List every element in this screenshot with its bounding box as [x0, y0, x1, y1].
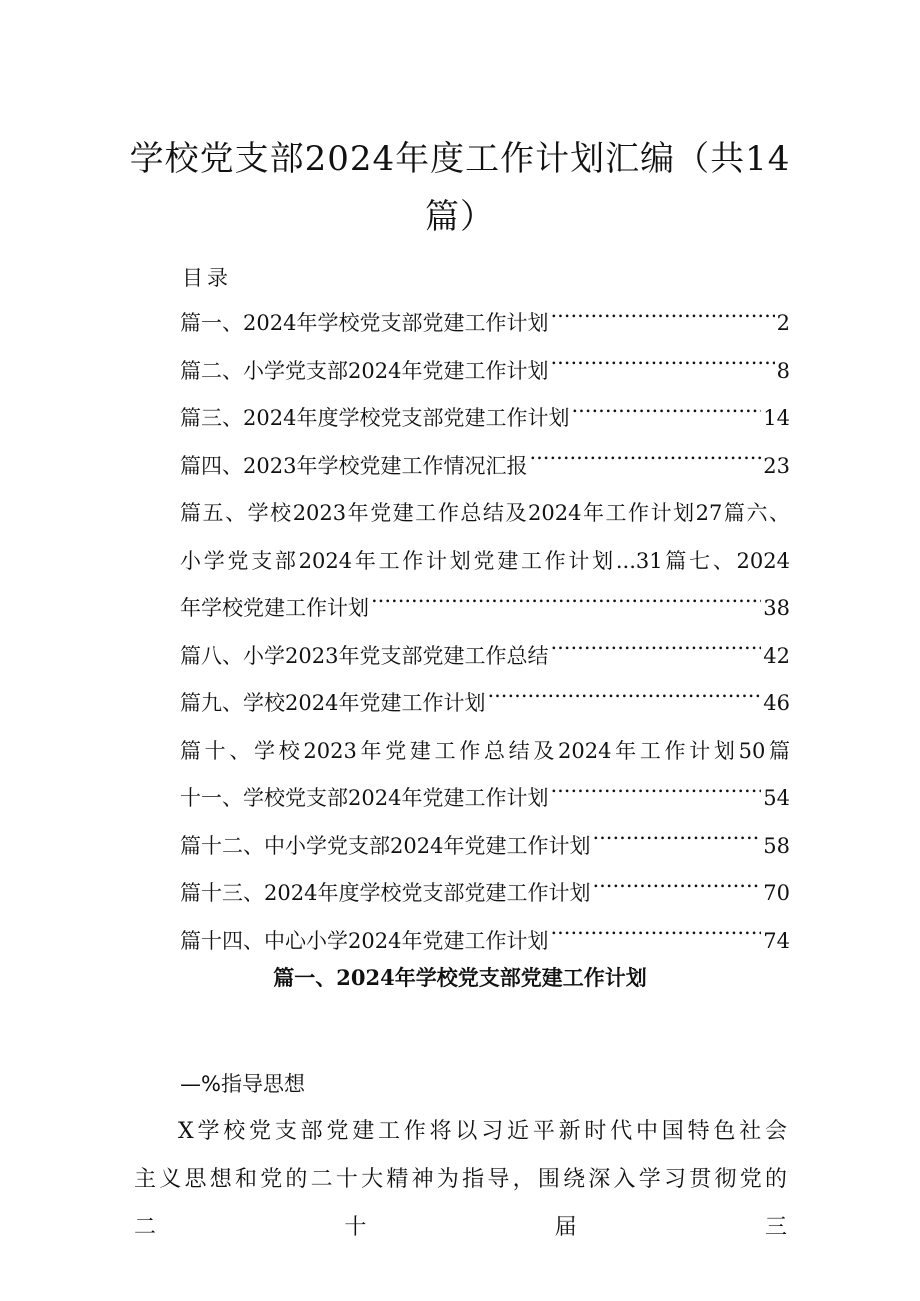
toc-page-number: 23	[763, 453, 790, 478]
toc-entry-label: 篇九、学校2024年党建工作计划	[180, 691, 486, 715]
toc-dot-leader	[529, 452, 761, 473]
toc-entry-text: 篇十、学校2023年党建工作总结及2024年工作计划50篇	[180, 738, 790, 763]
toc-page-number: 58	[763, 833, 790, 858]
toc-page-number: 8	[776, 358, 790, 383]
toc-entry[interactable]	[180, 443, 790, 491]
document-title	[120, 130, 800, 246]
toc-dot-leader	[550, 357, 774, 378]
toc-entry[interactable]	[180, 395, 790, 443]
toc-entry[interactable]	[180, 585, 790, 633]
toc-entry[interactable]	[180, 918, 790, 966]
toc-entry[interactable]	[180, 728, 790, 776]
toc-entry[interactable]	[180, 775, 790, 823]
toc-page-number: 38	[763, 596, 790, 620]
toc-dot-leader	[371, 594, 761, 615]
toc-entry-label: 年学校党建工作计划	[180, 596, 369, 620]
toc-entry-label: 篇十三、2024年度学校党支部党建工作计划	[180, 881, 591, 905]
toc-dot-leader	[550, 784, 761, 805]
toc-entry-label: 篇十四、中心小学2024年党建工作计划	[180, 928, 549, 953]
title-line-2: 篇）	[425, 197, 495, 237]
toc-page-number: 14	[763, 406, 790, 430]
toc-entry[interactable]	[180, 633, 790, 681]
toc-dot-leader	[550, 642, 761, 663]
toc-entry-label: 十一、学校党支部2024年党建工作计划	[180, 786, 549, 810]
section-title: 篇一、2024年学校党支部党建工作计划	[273, 965, 647, 990]
toc-entry[interactable]	[180, 680, 790, 728]
toc-entry[interactable]	[180, 348, 790, 396]
toc-entry[interactable]	[180, 300, 790, 348]
toc-page-number: 42	[763, 643, 790, 668]
toc-heading: 目录	[182, 266, 232, 290]
toc-entry[interactable]	[180, 490, 790, 538]
toc-dot-leader	[571, 404, 761, 425]
section-subheading: —%指导思想	[180, 1072, 305, 1096]
toc-page-number: 46	[763, 691, 790, 715]
toc-entry-label: 篇一、2024年学校党支部党建工作计划	[180, 311, 549, 335]
toc-entry[interactable]	[180, 823, 790, 871]
toc-entry-label: 篇十二、中小学党支部2024年党建工作计划	[180, 833, 591, 858]
toc-entry-label: 篇三、2024年度学校党支部党建工作计划	[180, 406, 570, 430]
toc-dot-leader	[487, 689, 761, 710]
toc-page-number: 54	[763, 786, 790, 810]
body-paragraph: X学校党支部党建工作将以习近平新时代中国特色社会主义思想和党的二十大精神为指导，围绕深入学习贯彻党的二十届三	[134, 1119, 790, 1240]
toc-entry-text: 小学党支部2024年工作计划党建工作计划...31篇七、2024	[180, 548, 790, 573]
toc-page-number: 74	[763, 928, 790, 953]
toc-entry[interactable]	[180, 870, 790, 918]
toc-dot-leader	[550, 309, 774, 330]
toc-entry-label: 篇二、小学党支部2024年党建工作计划	[180, 358, 549, 383]
toc-page-number: 2	[776, 311, 790, 335]
toc-dot-leader	[550, 927, 761, 948]
toc-page-number: 70	[763, 881, 790, 905]
toc-entry-label: 篇四、2023年学校党建工作情况汇报	[180, 453, 528, 478]
toc-dot-leader	[592, 879, 761, 900]
table-of-contents	[180, 300, 790, 965]
toc-entry-text: 篇五、学校2023年党建工作总结及2024年工作计划27篇六、	[180, 501, 790, 525]
toc-entry[interactable]	[180, 538, 790, 586]
title-line-1: 学校党支部2024年度工作计划汇编（共14	[129, 139, 791, 179]
toc-entry-label: 篇八、小学2023年党支部党建工作总结	[180, 643, 549, 668]
toc-dot-leader	[592, 832, 761, 853]
